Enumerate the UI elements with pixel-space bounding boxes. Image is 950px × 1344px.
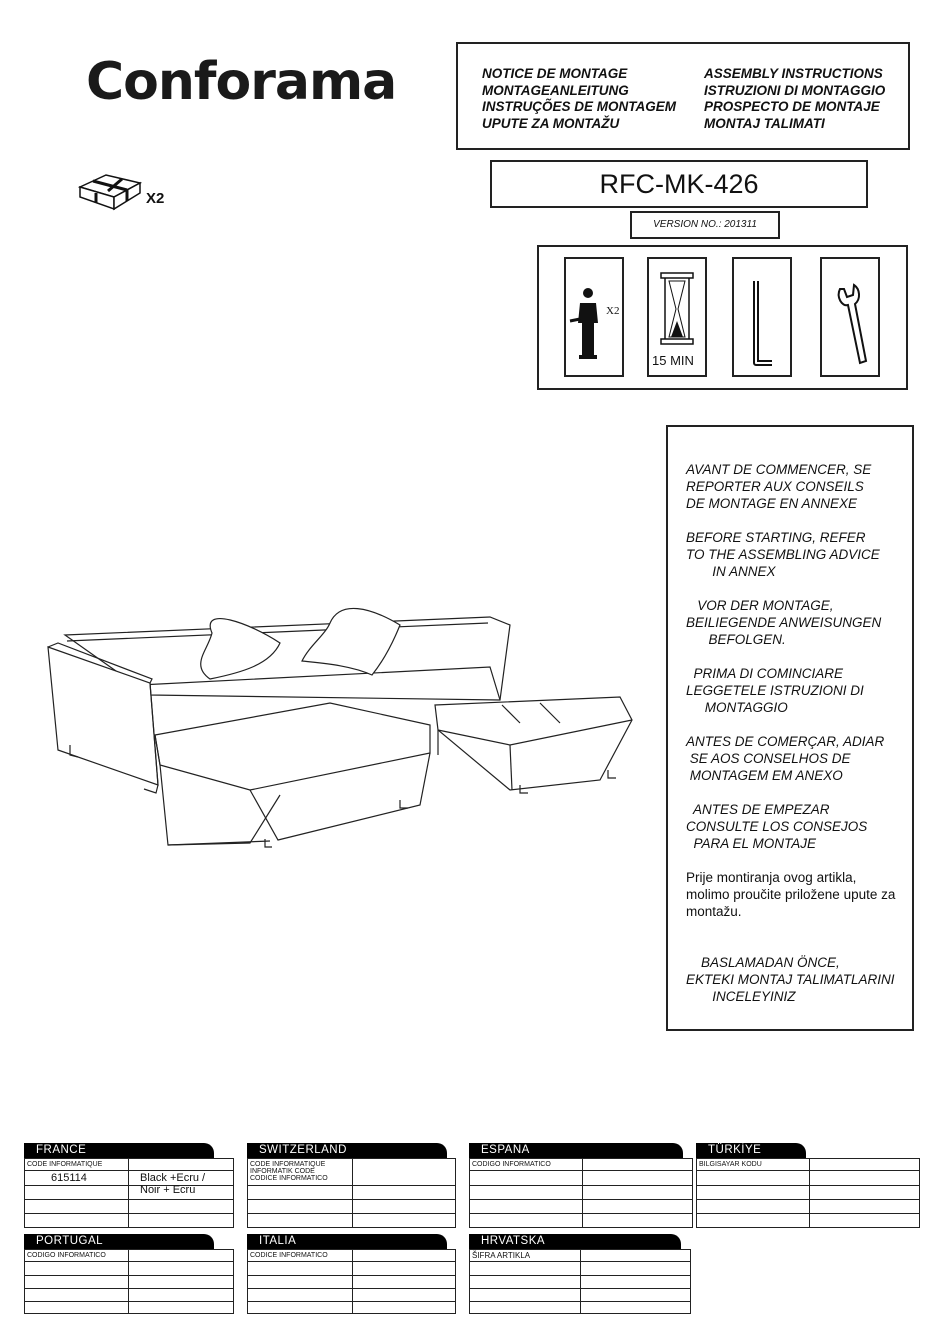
code-table-espana [469, 1143, 693, 1228]
country-tab-hrvatska: HRVATSKA [469, 1234, 681, 1249]
advice-pt: ANTES DE COMERÇAR, ADIAR SE AOS CONSELHOS DE MONTAGEM EM ANEXO [686, 734, 885, 783]
assembly-advice-box [666, 425, 914, 1031]
code-label-turkiye: BILGISAYAR KODU [699, 1161, 762, 1168]
country-tab-turkiye: TÜRKİYE [696, 1143, 806, 1158]
instruction-title-en: ASSEMBLY INSTRUCTIONS [704, 66, 883, 81]
instruction-title-tr: MONTAJ TALIMATI [704, 115, 825, 131]
package-count: X2 [146, 190, 165, 207]
instruction-title-hr: UPUTE ZA MONTAŽU [482, 115, 620, 131]
tools-panel [537, 245, 908, 390]
time-label: 15 MIN [652, 353, 694, 368]
code-table-portugal [24, 1234, 234, 1314]
product-code: 615114 [51, 1172, 87, 1184]
code-table-switzerland [247, 1143, 456, 1228]
code-label-france: CODE INFORMATIQUE [27, 1161, 103, 1168]
model-number: RFC-MK-426 [490, 160, 868, 208]
advice-de: VOR DER MONTAGE, BEILIEGENDE ANWEISUNGEN BEFOLGEN. [686, 598, 882, 647]
version-number: VERSION NO.: 201311 [630, 211, 780, 239]
instruction-title-fr: NOTICE DE MONTAGE [482, 66, 628, 81]
code-table-turkiye [696, 1143, 920, 1228]
persons-count: X2 [606, 305, 620, 317]
hourglass-icon [647, 257, 707, 377]
code-label-hrvatska: ŠIFRA ARTIKLA [472, 1251, 531, 1260]
advice-fr: AVANT DE COMMENCER, SE REPORTER AUX CONSEILS DE MONTAGE EN ANNEXE [686, 462, 872, 511]
instruction-title-es: PROSPECTO DE MONTAJE [704, 99, 880, 114]
code-label-espana: CODIGO INFORMATICO [472, 1161, 551, 1168]
instructions-title-box [456, 42, 910, 150]
instruction-title-pt: INSTRUÇÕES DE MONTAGEM [482, 99, 677, 114]
code-table-italia [247, 1234, 456, 1314]
instructions-right [704, 66, 885, 132]
country-tab-france: FRANCE [24, 1143, 214, 1158]
advice-en: BEFORE STARTING, REFER TO THE ASSEMBLING ADVICE IN ANNEX [686, 530, 880, 579]
instruction-title-de: MONTAGEANLEITUNG [482, 82, 629, 98]
advice-it: PRIMA DI COMINCIARE LEGGETELE ISTRUZIONI DI MONTAGGIO [686, 666, 864, 715]
allen-key-icon [732, 257, 792, 377]
sofa-set-illustration [40, 595, 640, 855]
country-tab-italia: ITALIA [247, 1234, 447, 1249]
product-color: Black +Ecru / Noir + Ecru [140, 1172, 206, 1196]
advice-es: ANTES DE EMPEZAR CONSULTE LOS CONSEJOS PARA EL MONTAJE [686, 802, 868, 851]
brand-logo: Conforama [86, 52, 397, 112]
wrench-icon [820, 257, 880, 377]
code-label-switzerland: CODE INFORMATIQUE INFORMATIK CODE CODICE INFORMATICO [250, 1161, 328, 1182]
two-person-icon [564, 257, 624, 377]
instruction-title-it: ISTRUZIONI DI MONTAGGIO [704, 82, 886, 98]
country-tab-portugal: PORTUGAL [24, 1234, 214, 1249]
advice-hr: Prije montiranja ovog artikla, molimo proučite priložene upute za montažu. [686, 870, 896, 919]
country-tab-espana: ESPANA [469, 1143, 683, 1158]
advice-tr: BASLAMADAN ÖNCE, EKTEKI MONTAJ TALIMATLARINI INCELEYINIZ [686, 955, 895, 1004]
instructions-left [482, 66, 676, 132]
code-table-france [24, 1143, 234, 1228]
code-label-portugal: CODIGO INFORMATICO [27, 1252, 106, 1259]
code-label-italia: CODICE INFORMATICO [250, 1252, 328, 1259]
code-table-hrvatska [469, 1234, 691, 1314]
country-tab-switzerland: SWITZERLAND [247, 1143, 447, 1158]
